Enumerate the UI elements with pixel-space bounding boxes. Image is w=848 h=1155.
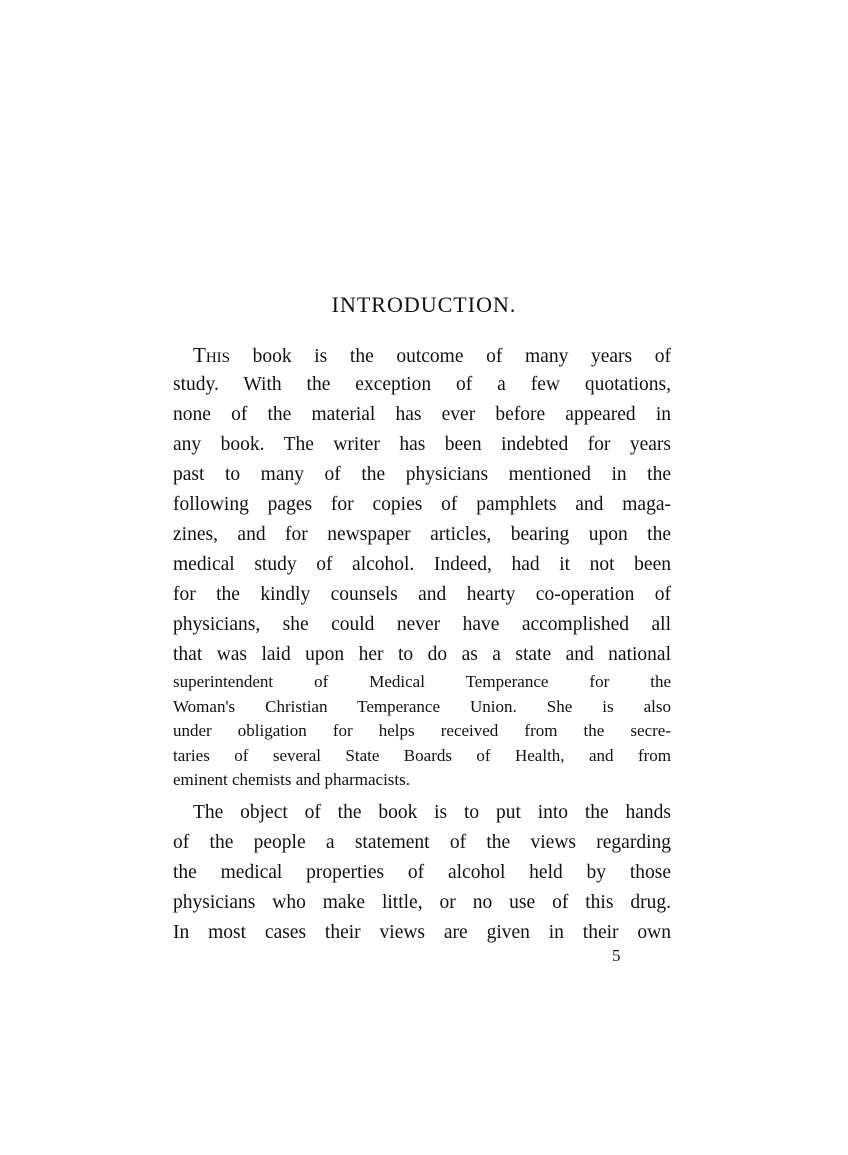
paragraph-2-line-1: The object of the book is to put into the hands bbox=[193, 802, 671, 823]
paragraph-1-line-9: for the kindly counsels and hearty co-operation of bbox=[173, 584, 671, 605]
paragraph-1-line-2: study. With the exception of a few quotations, bbox=[173, 374, 671, 395]
paragraph-1-line-8: medical study of alcohol. Indeed, had it not been bbox=[173, 554, 671, 575]
paragraph-1-line-3: none of the material has ever before appeared in bbox=[173, 404, 671, 425]
paragraph-1-line-7: zines, and for newspaper articles, bearing upon the bbox=[173, 524, 671, 545]
paragraph-2-line-5: In most cases their views are given in their own bbox=[173, 922, 671, 943]
paragraph-2-line-3: the medical properties of alcohol held by those bbox=[173, 862, 671, 883]
paragraph-1-line-15: taries of several State Boards of Health, and from bbox=[173, 745, 671, 765]
paragraph-1-line-14: under obligation for helps received from the secre- bbox=[173, 721, 671, 740]
paragraph-2-line-4: physicians who make little, or no use of this drug. bbox=[173, 892, 671, 913]
paragraph-1-line-4: any book. The writer has been indebted for years bbox=[173, 434, 671, 455]
chapter-heading: INTRODUCTION. bbox=[331, 292, 517, 317]
page-number: 5 bbox=[612, 946, 621, 965]
paragraph-1-line-12: superintendent of Medical Temperance for the bbox=[173, 672, 671, 691]
paragraph-1-line-13: Woman's Christian Temperance Union. She is also bbox=[173, 696, 671, 716]
paragraph-2-line-2: of the people a statement of the views regarding bbox=[173, 832, 671, 853]
paragraph-1-line-10: physicians, she could never have accomplished all bbox=[173, 614, 671, 635]
paragraph-1-line-5: past to many of the physicians mentioned in the bbox=[173, 464, 671, 485]
paragraph-1 bbox=[173, 340, 671, 793]
paragraph-1-line-1: This book is the outcome of many years of bbox=[193, 343, 671, 367]
paragraph-1-line-6: following pages for copies of pamphlets and maga- bbox=[173, 494, 671, 515]
paragraph-2 bbox=[173, 798, 671, 948]
paragraph-1-line-11: that was laid upon her to do as a state and national bbox=[173, 644, 671, 665]
paragraph-1-line-16: eminent chemists and pharmacists. bbox=[173, 770, 410, 789]
drop-word: This bbox=[193, 343, 230, 367]
